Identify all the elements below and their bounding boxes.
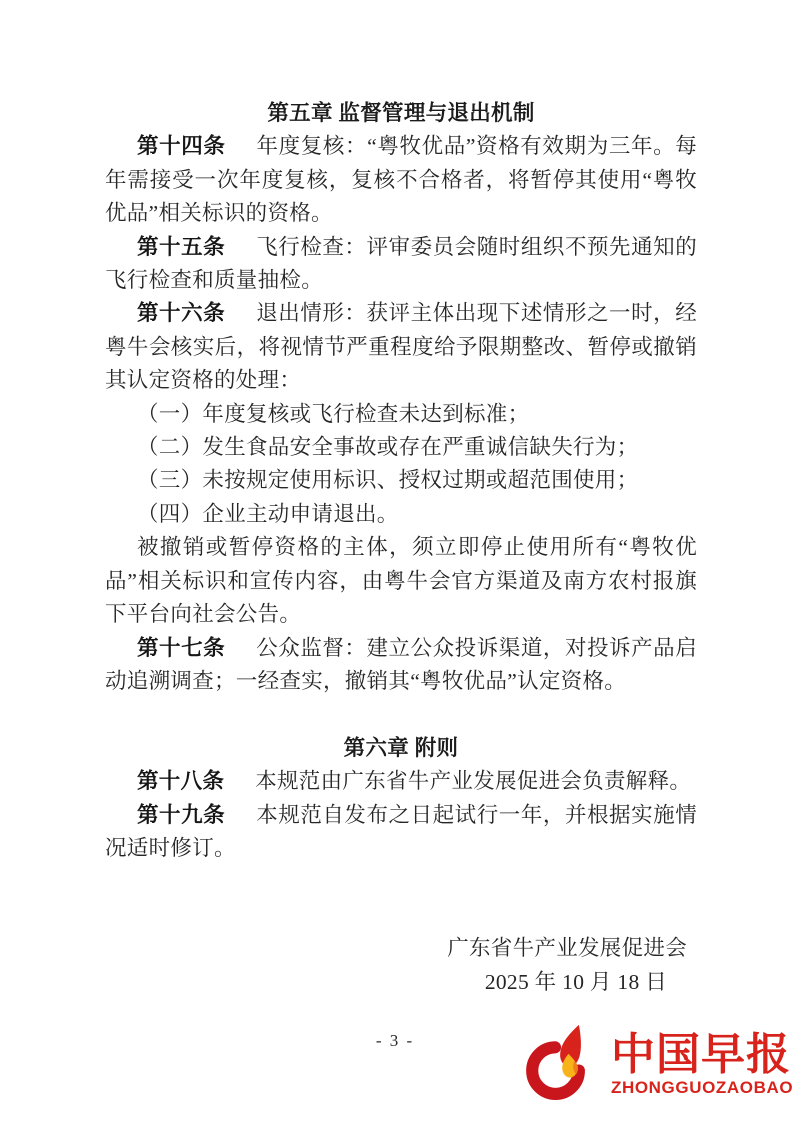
article-17-text: 公众监督：建立公众投诉渠道，对投诉产品启动追溯调查；一经查实，撤销其“粤牧优品”认定资格。 (105, 635, 697, 693)
article-17 (105, 632, 697, 699)
signature-date: 2025 年 10 月 18 日 (484, 969, 667, 994)
article-14-number: 第十四条 (137, 134, 226, 159)
article-16 (105, 297, 697, 397)
signature-organization: 广东省牛产业发展促进会 (447, 936, 687, 961)
article-15-number: 第十五条 (137, 234, 226, 259)
article-19 (105, 799, 697, 866)
logo-chinese-name: 中国早报 (611, 1030, 791, 1079)
logo-latin-name: ZHONGGUOZAOBAO (611, 1078, 794, 1097)
article-18 (105, 765, 697, 798)
article-15-text: 飞行检查：评审委员会随时组织不预先通知的飞行检查和质量抽检。 (105, 234, 697, 293)
article-15 (105, 231, 697, 298)
article-18-number: 第十八条 (137, 769, 225, 794)
article-17-number: 第十七条 (137, 635, 226, 660)
page-number: - 3 - (375, 1031, 415, 1050)
article-16-number: 第十六条 (137, 301, 226, 326)
chapter-5-title: 第五章 监督管理与退出机制 (267, 101, 535, 125)
article-14 (105, 130, 697, 230)
chapter-6-title: 第六章 附则 (343, 735, 459, 760)
exit-condition-3: （三）未按规定使用标识、授权过期或超范围使用； (137, 468, 639, 493)
document-body (105, 97, 697, 999)
logo-text-block (611, 1030, 794, 1098)
article-18-text: 本规范由广东省牛产业发展促进会负责解释。 (255, 769, 692, 794)
article-19-text: 本规范自发布之日起试行一年，并根据实施情况适时修订。 (105, 802, 697, 860)
exit-condition-2: （二）发生食品安全事故或存在严重诚信缺失行为； (137, 435, 639, 460)
article-16-text: 退出情形：获评主体出现下述情形之一时，经粤牛会核实后，将视情节严重程度给予限期整改、暂停或撤销其认定资格的处理： (105, 301, 697, 393)
article-14-text: 年度复核：“粤牧优品”资格有效期为三年。每年需接受一次年度复核，复核不合格者，将暂停其使用“粤牧优品”相关标识的资格。 (105, 134, 698, 226)
exit-condition-1: （一）年度复核或飞行检查未达到标准； (137, 401, 530, 426)
revocation-paragraph: 被撤销或暂停资格的主体，须立即停止使用所有“粤牧优品”相关标识和宣传内容，由粤牛会官方渠道及南方农村报旗下平台向社会公告。 (105, 535, 697, 627)
newspaper-logo (517, 1023, 793, 1107)
flame-swirl-icon (517, 1023, 609, 1107)
article-19-number: 第十九条 (137, 802, 226, 827)
exit-condition-4: （四）企业主动申请退出。 (137, 501, 399, 526)
